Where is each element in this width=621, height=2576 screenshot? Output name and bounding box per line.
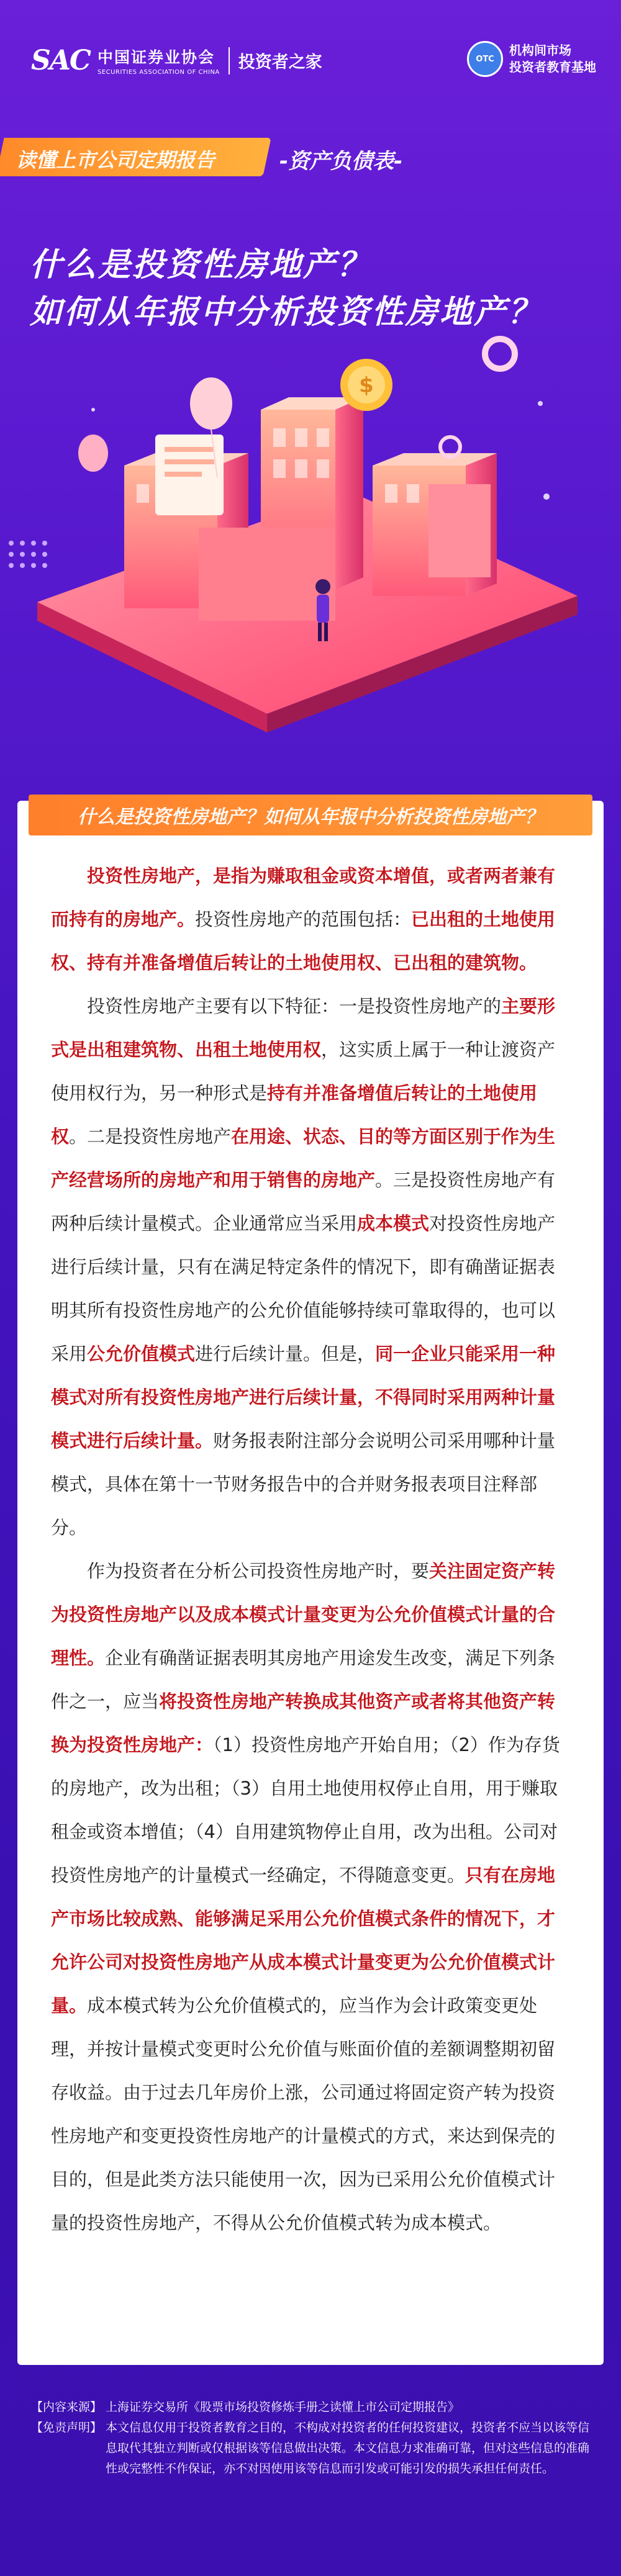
otc-logo-icon: OTC [467, 41, 503, 77]
decor-rings [440, 339, 515, 457]
body-text: 投资性房地产主要有以下特征：一是投资性房地产的 [87, 996, 502, 1017]
card-heading: 什么是投资性房地产？如何从年报中分析投资性房地产？ [29, 795, 592, 835]
org-name-en: SECURITIES ASSOCIATION OF CHINA [97, 69, 220, 76]
svg-text:$: $ [359, 373, 374, 398]
source-text: 上海证券交易所《股票市场投资修炼手册之读懂上市公司定期报告》 [106, 2400, 460, 2414]
body-text: 投资性房地产的范围包括： [195, 909, 412, 930]
otc-logo[interactable] [467, 41, 596, 77]
highlight-text: 成本模式 [357, 1213, 430, 1234]
highlight-text: 持有并准备增值后转让的土地使用权 [51, 1083, 538, 1147]
paragraph-3 [51, 1549, 573, 2245]
body-text: 企业有确凿证据表明其房地产用途发生改变，满足下列条件之一，应当 [51, 1647, 556, 1712]
body-text: 作为投资者在分析公司投资性房地产时，要 [87, 1560, 430, 1582]
highlight-text: 投资性房地产，是指为赚取租金或资本增值，或者两者兼有而持有的房地产。 [51, 865, 556, 930]
body-text: ，这实质上属于一种让渡资产使用权行为，另一种形式是 [51, 1039, 556, 1104]
paragraph-2 [51, 984, 573, 1549]
coin-icon [340, 359, 392, 411]
sac-logo[interactable] [31, 45, 322, 76]
series-tag: 读懂上市公司定期报告 [16, 148, 215, 172]
page-title-line1: 什么是投资性房地产？ [30, 246, 372, 284]
body-text: 。二是投资性房地产 [69, 1126, 232, 1147]
otc-line2: 投资者教育基地 [509, 60, 596, 74]
highlight-text: 同一企业只能采用一种模式对所有投资性房地产进行后续计量，不得同时采用两种计量模式进行后续计量。 [51, 1343, 556, 1451]
investor-home-label: 投资者之家 [238, 53, 322, 72]
header-divider [229, 47, 230, 74]
city-illustration [0, 335, 621, 770]
article-body [51, 854, 573, 2245]
disclaimer-label: 【免责声明】 [31, 2421, 102, 2434]
highlight-text: 将投资性房地产转换成其他资产或者将其他资产转换为投资性房地产： [51, 1691, 556, 1755]
source-label: 【内容来源】 [31, 2400, 102, 2414]
highlight-text: 公允价值模式 [87, 1343, 196, 1364]
otc-logo-text [509, 42, 596, 76]
paragraph-1 [51, 854, 573, 984]
series-subtag: -资产负债表- [279, 149, 403, 174]
footer [31, 2397, 590, 2479]
content-card [17, 801, 604, 2365]
page-title-line2: 如何从年报中分析投资性房地产？ [30, 294, 543, 331]
disclaimer-text: 本文信息仅用于投资者教育之目的，不构成对投资者的任何投资建议，投资者不应当以该等信息取代其独立判断或仅根据该等信息做出决策。本文信息力求准确可靠，但对这些信息的准确性或完整性不作保证，亦不对因使用该等信息而引发或可能引发的损失承担任何责任。 [106, 2421, 590, 2475]
highlight-text: 只有在房地产市场比较成熟、能够满足采用公允价值模式条件的情况下，才允许公司对投资性房地产从成本模式计量变更为公允价值模式计量。 [51, 1865, 556, 2016]
disclaimer-row [31, 2418, 590, 2479]
highlight-text: 已出租的土地使用权、持有并准备增值后转让的土地使用权、已出租的建筑物。 [51, 909, 556, 973]
highlight-text: 关注固定资产转为投资性房地产以及成本模式计量变更为公允价值模式计量的合理性。 [51, 1560, 556, 1669]
source-row [31, 2397, 590, 2418]
sac-org-name [97, 45, 220, 76]
body-text: 。三是投资性房地产有两种后续计量模式。企业通常应当采用 [51, 1169, 556, 1234]
body-text: 对投资性房地产进行后续计量，只有在满足特定条件的情况下，即有确凿证据表明其所有投资性房地产的公允价值能够持续可靠取得的，也可以采用 [51, 1213, 556, 1364]
sac-logo-mark: SAC [31, 45, 90, 76]
org-name-cn: 中国证券业协会 [97, 48, 215, 66]
highlight-text: 主要形式是出租建筑物、出租土地使用权 [51, 996, 556, 1060]
body-text: 进行后续计量。但是， [195, 1343, 376, 1364]
header [0, 0, 621, 124]
body-text: （1）投资性房地产开始自用；（2）作为存货的房地产，改为出租；（3）自用土地使用权停止自用，用于赚取租金或资本增值；（4）自用建筑物停止自用，改为出租。公司对投资性房地产的计量模式一经确定，不得随意变更。 [51, 1734, 560, 1886]
decor-dots [9, 541, 47, 568]
otc-line1: 机构间市场 [509, 43, 571, 58]
body-text: 财务报表附注部分会说明公司采用哪种计量模式，具体在第十一节财务报告中的合并财务报表项目注释部分。 [51, 1430, 556, 1538]
body-text: 成本模式转为公允价值模式的，应当作为会计政策变更处理，并按计量模式变更时公允价值与账面价值的差额调整期初留存收益。由于过去几年房价上涨，公司通过将固定资产转为投资性房地产和变更投资性房地产的计量模式的方式，来达到保壳的目的，但是此类方法只能使用一次，因为已采用公允价值模式计量的投资性房地产，不得从公允价值模式转为成本模式。 [51, 1995, 556, 2233]
highlight-text: 在用途、状态、目的等方面区别于作为生产经营场所的房地产和用于销售的房地产 [51, 1126, 556, 1191]
